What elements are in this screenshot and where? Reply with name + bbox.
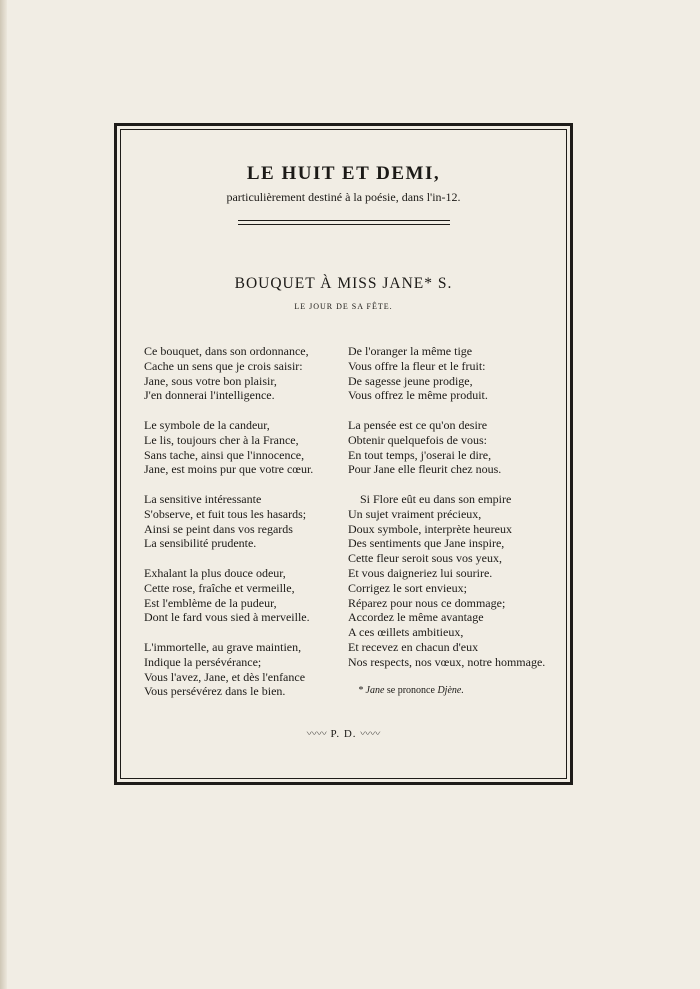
stanza xyxy=(348,344,563,403)
footnote xyxy=(348,684,563,699)
verse-line: En tout temps, j'oserai le dire, xyxy=(348,447,492,462)
verse-line: Dont le fard vous sied à merveille. xyxy=(144,610,310,625)
verse-line: Exhalant la plus douce odeur, xyxy=(144,565,286,580)
verse-line: Pour Jane elle fleurit chez nous. xyxy=(348,462,502,477)
verse-line: La sensibilité prudente. xyxy=(144,536,257,551)
verse-line: Accordez le même avantage xyxy=(348,610,484,625)
verse-line: Et vous daigneriez lui sourire. xyxy=(348,565,493,580)
verse-line: Et recevez en chacun d'eux xyxy=(348,639,479,654)
verse-line: J'en donnerai l'intelligence. xyxy=(144,388,275,403)
stanza xyxy=(144,344,344,403)
stanza xyxy=(348,418,563,477)
verse-line: Cette rose, fraîche et vermeille, xyxy=(144,580,295,595)
stanza xyxy=(144,566,344,625)
poem-column-left xyxy=(144,344,344,714)
poem-column-right xyxy=(348,344,563,699)
verse-line: De sagesse jeune prodige, xyxy=(348,373,473,388)
page-subtitle: particulièrement destiné à la poésie, dans l'in-12. xyxy=(226,190,461,204)
poem-title: BOUQUET À MISS JANE* S. xyxy=(234,275,453,292)
double-rule-divider xyxy=(238,220,450,225)
page-edge xyxy=(0,0,7,989)
stanza xyxy=(348,492,563,670)
verse-line: De l'oranger la même tige xyxy=(348,344,473,358)
verse-line: Ce bouquet, dans son ordonnance, xyxy=(144,344,309,358)
poem-subtitle: LE JOUR DE SA FÊTE. xyxy=(294,302,393,311)
footnote-marker: * Jane xyxy=(358,685,385,697)
ornament-left-icon: 〰〰 xyxy=(306,729,327,740)
footnote-text: se prononce xyxy=(386,685,435,697)
stanza xyxy=(144,640,344,699)
signature-initials: P. D. xyxy=(330,728,357,740)
verse-line: Obtenir quelquefois de vous: xyxy=(348,432,487,447)
verse-line: Jane, sous votre bon plaisir, xyxy=(144,373,277,388)
signature xyxy=(120,725,567,740)
page-title: LE HUIT ET DEMI, xyxy=(246,163,441,184)
verse-line: Vous offre la fleur et le fruit: xyxy=(348,358,486,373)
verse-line: L'immortelle, au grave maintien, xyxy=(144,639,302,654)
verse-line: Ainsi se peint dans vos regards xyxy=(144,521,293,536)
stanza xyxy=(144,492,344,551)
verse-line: Sans tache, ainsi que l'innocence, xyxy=(144,447,305,462)
verse-line: Doux symbole, interprète heureux xyxy=(348,521,512,536)
verse-line: Cette fleur seroit sous vos yeux, xyxy=(348,551,502,566)
verse-line: Réparez pour nous ce dommage; xyxy=(348,595,506,610)
verse-line: S'observe, et fuit tous les hasards; xyxy=(144,506,307,521)
stanza xyxy=(144,418,344,477)
verse-line: Jane, est moins pur que votre cœur. xyxy=(144,462,314,477)
verse-line: Vous persévérez dans le bien. xyxy=(144,684,286,699)
verse-line: Cache un sens que je crois saisir: xyxy=(144,358,303,373)
verse-line: Le symbole de la candeur, xyxy=(144,417,270,432)
verse-line: Le lis, toujours cher à la France, xyxy=(144,432,299,447)
verse-line: A ces œillets ambitieux, xyxy=(348,625,464,640)
verse-line: Nos respects, nos vœux, notre hommage. xyxy=(348,654,546,669)
ornament-right-icon: 〰〰 xyxy=(360,729,381,740)
verse-line: Si Flore eût eu dans son empire xyxy=(360,491,512,506)
verse-line: Vous offrez le même produit. xyxy=(348,388,488,403)
verse-line: Vous l'avez, Jane, et dès l'enfance xyxy=(144,669,306,684)
verse-line: Corrigez le sort envieux; xyxy=(348,580,467,595)
verse-line: La pensée est ce qu'on desire xyxy=(348,417,488,432)
verse-line: La sensitive intéressante xyxy=(144,491,262,506)
verse-line: Un sujet vraiment précieux, xyxy=(348,506,482,521)
verse-line: Des sentiments que Jane inspire, xyxy=(348,536,505,551)
verse-line: Indique la persévérance; xyxy=(144,654,262,669)
verse-line: Est l'emblème de la pudeur, xyxy=(144,595,277,610)
footnote-pronunciation: Djène. xyxy=(437,685,464,697)
